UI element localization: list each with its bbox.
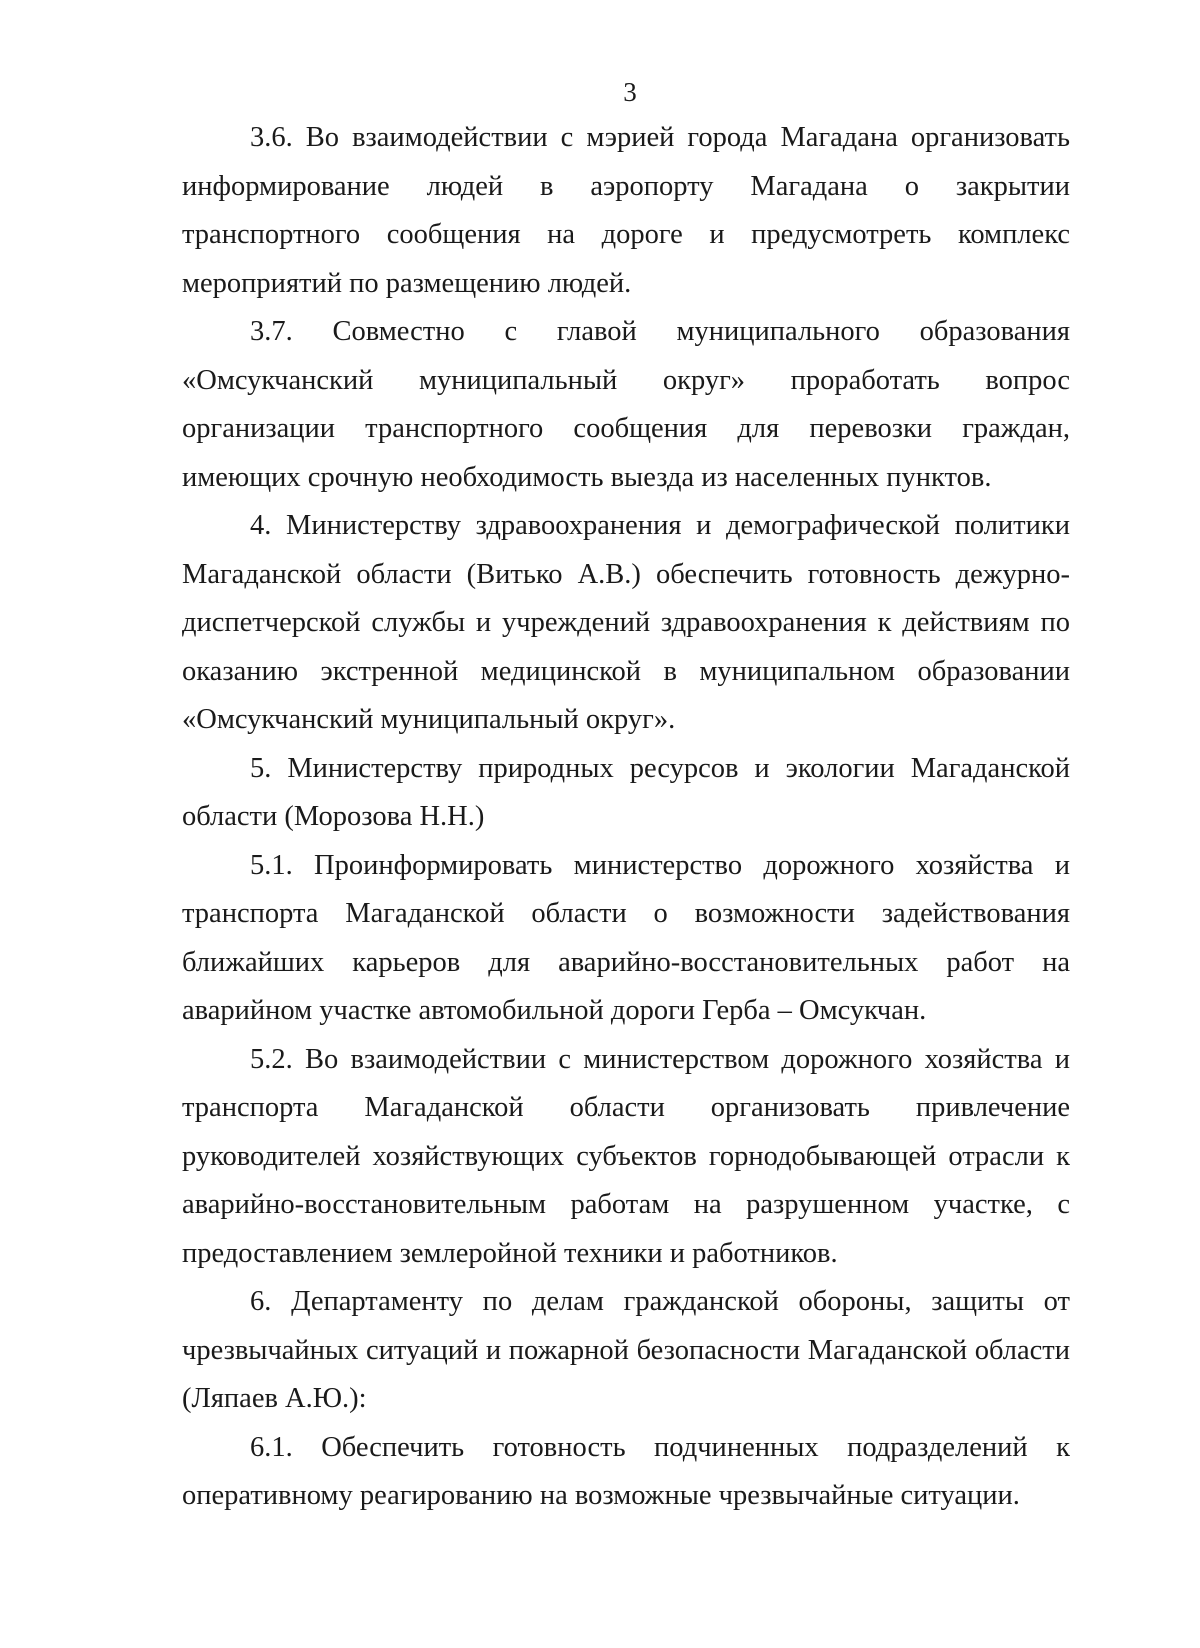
paragraph-3-6: 3.6. Во взаимодействии с мэрией города Магадана организовать информирование людей в аэропорту Магадана о закрытии транспортного сообщения на дороге и предусмотреть комплекс мероприятий по размещению людей. [182, 122, 1070, 299]
paragraph-6-1: 6.1. Обеспечить готовность подчиненных подразделений к оперативному реагированию на возможные чрезвычайные ситуации. [182, 1431, 1070, 1511]
paragraph-6: 6. Департаменту по делам гражданской обороны, защиты от чрезвычайных ситуаций и пожарной безопасности Магаданской области (Ляпаев А.Ю.): [182, 1286, 1070, 1414]
paragraph-5-2: 5.2. Во взаимодействии с министерством дорожного хозяйства и транспорта Магаданской области организовать привлечение руководителей хозяйствующих субъектов горнодобывающей отрасли к аварийно-восстановительным работам на разрушенном участке, с предоставлением землеройной техники и работников. [182, 1043, 1070, 1269]
document-body [182, 114, 1070, 1521]
paragraph-3-7: 3.7. Совместно с главой муниципального образования «Омсукчанский муниципальный округ» проработать вопрос организации транспортного сообщения для перевозки граждан, имеющих срочную необходимость выезда из населенных пунктов. [182, 316, 1070, 493]
paragraph-4: 4. Министерству здравоохранения и демографической политики Магаданской области (Витько А.В.) обеспечить готовность дежурно-диспетчерской службы и учреждений здравоохранения к действиям по оказанию экстренной медицинской в муниципальном образовании «Омсукчанский муниципальный округ». [182, 510, 1070, 735]
paragraph-5: 5. Министерству природных ресурсов и экологии Магаданской области (Морозова Н.Н.) [182, 752, 1070, 832]
paragraph-5-1: 5.1. Проинформировать министерство дорожного хозяйства и транспорта Магаданской области о возможности задействования ближайших карьеров для аварийно-восстановительных работ на аварийном участке автомобильной дороги Герба – Омсукчан. [182, 849, 1070, 1026]
page-number: 3 [623, 77, 637, 107]
